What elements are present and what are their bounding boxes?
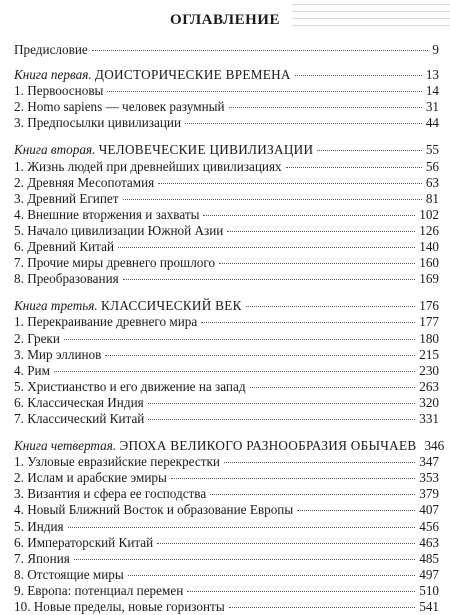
dot-leader bbox=[74, 558, 415, 560]
toc-entry-chapter bbox=[14, 363, 439, 379]
toc-entry-chapter bbox=[14, 83, 439, 99]
book-prefix: Книга четвертая. bbox=[14, 438, 117, 454]
toc-entry-chapter bbox=[14, 115, 439, 131]
page-number: 176 bbox=[419, 298, 439, 314]
dot-leader bbox=[158, 182, 422, 184]
page-number: 407 bbox=[419, 502, 439, 518]
page-number: 215 bbox=[419, 346, 439, 362]
page-number: 102 bbox=[419, 206, 439, 222]
page-number: 346 bbox=[424, 438, 445, 454]
page-number: 14 bbox=[425, 83, 439, 99]
chapter-label: 6. Классическая Индия bbox=[14, 394, 144, 410]
chapter-label: 3. Древний Египет bbox=[14, 190, 119, 206]
dot-leader bbox=[187, 590, 415, 592]
toc-entry-chapter bbox=[14, 519, 439, 535]
chapter-label: 4. Новый Ближний Восток и образование Европы bbox=[14, 502, 294, 518]
book-label bbox=[14, 438, 416, 454]
toc-entry-chapter bbox=[14, 470, 439, 486]
book-title: ДОИСТОРИЧЕСКИЕ ВРЕМЕНА bbox=[94, 67, 291, 83]
toc-entry-book bbox=[14, 67, 439, 83]
dot-leader bbox=[203, 214, 415, 216]
toc-entry-chapter bbox=[14, 395, 439, 411]
page-number: 56 bbox=[425, 158, 439, 174]
toc-entry-chapter bbox=[14, 599, 439, 615]
toc-entry-chapter bbox=[14, 223, 439, 239]
book-prefix: Книга первая. bbox=[14, 67, 92, 83]
chapter-label: 10. Новые пределы, новые горизонты bbox=[14, 599, 225, 614]
page-number: 510 bbox=[419, 582, 439, 598]
book-title: ЭПОХА ВЕЛИКОГО РАЗНООБРАЗИЯ ОБЫЧАЕВ bbox=[119, 438, 417, 454]
page-number: 160 bbox=[419, 255, 439, 271]
toc-entry-chapter bbox=[14, 567, 439, 583]
chapter-label: 9. Европа: потенциал перемен bbox=[14, 582, 184, 598]
page-number: 63 bbox=[425, 174, 439, 190]
section-gap bbox=[14, 58, 439, 67]
page-number: 456 bbox=[419, 518, 439, 534]
dot-leader bbox=[295, 74, 422, 76]
dot-leader bbox=[224, 461, 415, 463]
page-number: 140 bbox=[419, 239, 439, 255]
chapter-label: 7. Прочие миры древнего прошлого bbox=[14, 255, 216, 271]
chapter-label: 3. Византия и сфера ее господства bbox=[14, 486, 207, 502]
page-number: 31 bbox=[425, 99, 439, 115]
book-label bbox=[14, 67, 291, 83]
dot-leader bbox=[68, 526, 416, 528]
toc-entry-chapter bbox=[14, 379, 439, 395]
section-gap bbox=[14, 131, 439, 142]
page-number: 9 bbox=[432, 42, 439, 57]
book-prefix: Книга вторая. bbox=[14, 142, 96, 158]
toc-entry-chapter bbox=[14, 255, 439, 271]
chapter-label: 1. Первоосновы bbox=[14, 83, 104, 99]
page-number: 541 bbox=[419, 599, 439, 614]
chapter-label: 6. Императорский Китай bbox=[14, 534, 154, 550]
dot-leader bbox=[210, 493, 415, 495]
toc-entry-chapter bbox=[14, 207, 439, 223]
chapter-label: 1. Перекраивание древнего мира bbox=[14, 314, 198, 330]
book-prefix: Книга третья. bbox=[14, 298, 98, 314]
dot-leader bbox=[105, 354, 415, 356]
page-number: 230 bbox=[419, 362, 439, 378]
dot-leader bbox=[219, 262, 415, 264]
toc-entry-chapter bbox=[14, 347, 439, 363]
dot-leader bbox=[171, 477, 415, 479]
dot-leader bbox=[64, 338, 415, 340]
book-title: КЛАССИЧЕСКИЙ ВЕК bbox=[100, 298, 242, 314]
chapter-label: 2. Греки bbox=[14, 330, 60, 346]
toc-entry-chapter bbox=[14, 535, 439, 551]
dot-leader bbox=[54, 370, 415, 372]
chapter-label: 7. Япония bbox=[14, 550, 70, 566]
book-title: ЧЕЛОВЕЧЕСКИЕ ЦИВИЛИЗАЦИИ bbox=[98, 142, 314, 158]
book-label bbox=[14, 142, 313, 158]
page-number: 169 bbox=[419, 271, 439, 287]
chapter-label: 5. Индия bbox=[14, 518, 64, 534]
page-number: 347 bbox=[419, 454, 439, 470]
page-number: 320 bbox=[419, 394, 439, 410]
dot-leader bbox=[128, 574, 416, 576]
page-number: 55 bbox=[425, 142, 439, 158]
chapter-label: 8. Отстоящие миры bbox=[14, 566, 124, 582]
page-number: 177 bbox=[419, 314, 439, 330]
entry-label: Предисловие bbox=[14, 42, 88, 57]
chapter-label: 8. Преобразования bbox=[14, 271, 119, 287]
chapter-label: 4. Рим bbox=[14, 362, 50, 378]
toc-entry-book bbox=[14, 298, 439, 314]
chapter-label: 3. Предпосылки цивилизации bbox=[14, 115, 182, 131]
toc-entry-chapter bbox=[14, 411, 439, 427]
dot-leader bbox=[229, 606, 416, 608]
page-number: 81 bbox=[425, 190, 439, 206]
dot-leader bbox=[148, 402, 416, 404]
dot-leader bbox=[201, 321, 415, 323]
chapter-label: 6. Древний Китай bbox=[14, 239, 115, 255]
chapter-label: 1. Узловые евразийские перекрестки bbox=[14, 454, 220, 470]
page-number: 13 bbox=[425, 67, 439, 83]
page-number: 180 bbox=[419, 330, 439, 346]
dot-leader bbox=[123, 278, 415, 280]
dot-leader bbox=[185, 122, 422, 124]
dot-leader bbox=[246, 305, 416, 307]
dot-leader bbox=[148, 418, 415, 420]
toc-entry-chapter bbox=[14, 486, 439, 502]
chapter-label: 5. Начало цивилизации Южной Азии bbox=[14, 222, 224, 238]
page-number: 379 bbox=[419, 486, 439, 502]
page-number: 485 bbox=[419, 550, 439, 566]
toc-entry-book bbox=[14, 142, 439, 158]
page-number: 331 bbox=[419, 410, 439, 426]
dot-leader bbox=[107, 90, 421, 92]
dot-leader bbox=[286, 166, 422, 168]
page-number: 44 bbox=[425, 115, 439, 131]
toc-entry-chapter bbox=[14, 271, 439, 287]
dot-leader bbox=[118, 246, 415, 248]
toc-entry-preface bbox=[14, 42, 439, 58]
chapter-label: 5. Христианство и его движение на запад bbox=[14, 378, 246, 394]
chapter-label: 1. Жизнь людей при древнейших цивилизациях bbox=[14, 158, 282, 174]
toc-entry-chapter bbox=[14, 314, 439, 330]
chapter-label: 2. Древняя Месопотамия bbox=[14, 174, 155, 190]
page-number: 126 bbox=[419, 222, 439, 238]
dot-leader bbox=[297, 509, 415, 511]
page-number: 353 bbox=[419, 470, 439, 486]
toc-entry-book bbox=[14, 438, 445, 454]
toc-entry-chapter bbox=[14, 454, 439, 470]
toc-entry-chapter bbox=[14, 191, 439, 207]
toc-entry-chapter bbox=[14, 551, 439, 567]
chapter-label: 4. Внешние вторжения и захваты bbox=[14, 206, 200, 222]
dot-leader bbox=[227, 230, 415, 232]
book-label bbox=[14, 298, 242, 314]
toc-entry-chapter bbox=[14, 239, 439, 255]
dot-leader bbox=[250, 386, 416, 388]
dot-leader bbox=[92, 49, 429, 51]
section-gap bbox=[14, 427, 439, 438]
toc-entry-chapter bbox=[14, 99, 439, 115]
toc-entry-chapter bbox=[14, 331, 439, 347]
dot-leader bbox=[123, 198, 422, 200]
chapter-label: 2. Ислам и арабские эмиры bbox=[14, 470, 167, 486]
chapter-label: 2. Homo sapiens — человек разумный bbox=[14, 99, 225, 115]
section-gap bbox=[14, 287, 439, 298]
page-number: 263 bbox=[419, 378, 439, 394]
dot-leader bbox=[229, 106, 422, 108]
page-title: ОГЛАВЛЕНИЕ bbox=[170, 12, 280, 28]
dot-leader bbox=[157, 542, 415, 544]
toc-entry-chapter bbox=[14, 159, 439, 175]
chapter-label: 3. Мир эллинов bbox=[14, 346, 102, 362]
page-number: 463 bbox=[419, 534, 439, 550]
toc-entry-chapter bbox=[14, 502, 439, 518]
dot-leader bbox=[317, 149, 422, 151]
table-of-contents bbox=[14, 42, 445, 615]
toc-entry-chapter bbox=[14, 175, 439, 191]
toc-entry-chapter bbox=[14, 583, 439, 599]
page-number: 497 bbox=[419, 566, 439, 582]
chapter-label: 7. Классический Китай bbox=[14, 410, 145, 426]
